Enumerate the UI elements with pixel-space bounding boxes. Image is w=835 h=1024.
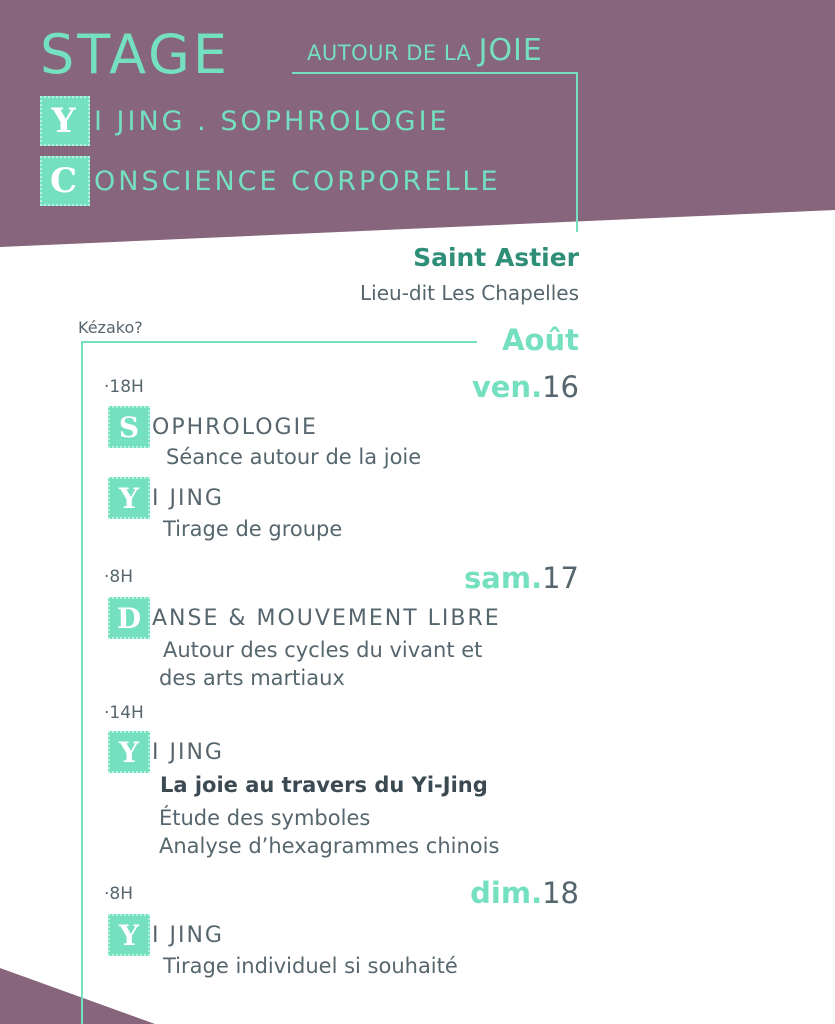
dropcap-d-icon: D [108,597,150,639]
activity-subtitle: La joie au travers du Yi-Jing [160,773,488,797]
stage-title: STAGE [40,23,231,86]
activity-desc: Tirage individuel si souhaité [163,954,458,978]
activity-desc: des arts martiaux [159,666,345,690]
activity-title: I JING [152,922,224,948]
activity-desc: Tirage de groupe [163,517,343,541]
day-name: sam. [464,561,543,595]
subtitle-big-text: JOIE [478,33,543,68]
dropcap-y-icon: Y [40,96,90,146]
month-label: Août [502,323,579,357]
activity-title: I JING [152,485,224,511]
dropcap-s-icon: S [108,406,150,448]
activity-title: I JING [152,739,224,765]
activity-desc: Séance autour de la joie [166,445,422,469]
time-label: ·18H [104,377,144,397]
kezako-link[interactable]: Kézako? [78,318,143,337]
dropcap-y-icon: Y [108,914,150,956]
dropcap-y-icon: Y [108,477,150,519]
activity-yijing-joie [108,731,224,773]
dropcap-c-icon: C [40,156,90,206]
subtitle-small-text: AUTOUR DE LA [307,41,472,65]
day-name: dim. [470,876,543,910]
day-label [470,876,579,910]
day-number: 18 [542,876,579,910]
activity-desc: Autour des cycles du vivant et [163,638,483,662]
day-label [472,370,579,404]
activity-yijing-individuel [108,914,224,956]
dropcap-y-icon: Y [108,731,150,773]
day-name: ven. [471,370,543,404]
time-label: ·8H [104,567,134,587]
time-label: ·14H [104,703,144,723]
header-line-yijing [40,96,450,146]
activity-yijing-group [108,477,224,519]
activity-title: OPHROLOGIE [152,414,318,440]
time-label: ·8H [104,884,134,904]
stage-subtitle [307,33,543,68]
location-title: Saint Astier [413,243,579,272]
corner-purple-triangle [0,968,155,1024]
activity-desc: Analyse d’hexagrammes chinois [159,834,500,858]
day-number: 17 [542,561,579,595]
header-line-yijing-text: I JING . SOPHROLOGIE [94,105,450,137]
activity-danse [108,597,501,639]
location-subtitle: Lieu-dit Les Chapelles [360,281,579,305]
header-line-conscience [40,156,501,206]
activity-sophrologie [108,406,318,448]
day-label [464,561,579,595]
activity-desc: Étude des symboles [159,806,371,830]
activity-title: ANSE & MOUVEMENT LIBRE [152,605,501,631]
header-line-conscience-text: ONSCIENCE CORPORELLE [94,165,501,197]
day-number: 16 [542,370,579,404]
